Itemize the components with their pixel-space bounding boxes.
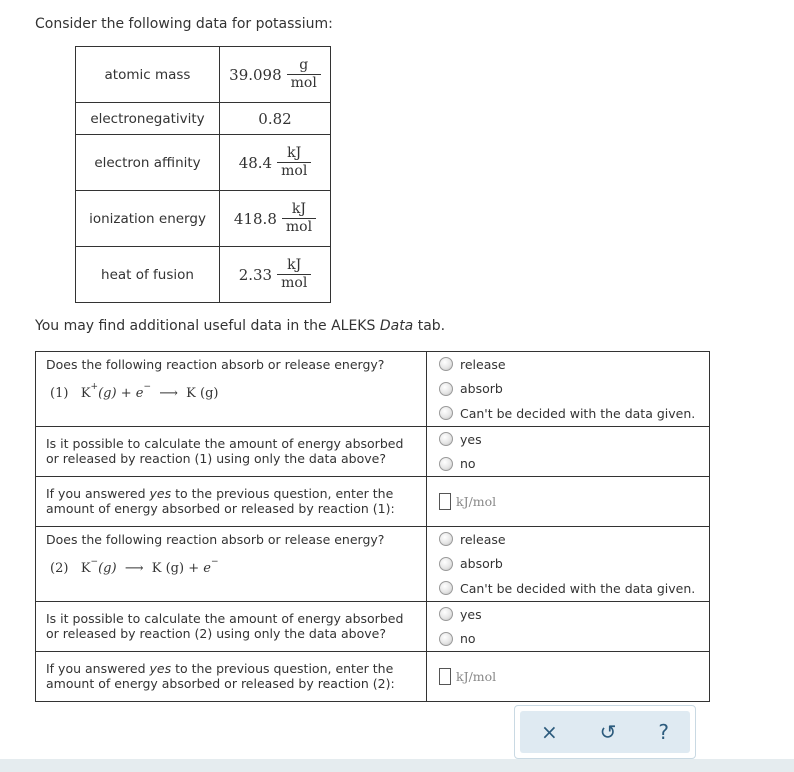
- unit-label: kJ/mol: [456, 668, 497, 684]
- unit-fraction: $\frac{kJ}{\text{mol}}$: [277, 145, 311, 180]
- bottom-bar: [0, 759, 794, 772]
- data-tab-hint: You may find additional useful data in the ALEKS Data tab.: [35, 318, 446, 334]
- radio-button[interactable]: [439, 581, 453, 595]
- question-2-enter: [36, 652, 710, 702]
- question-text: If you answered yes to the previous question, enter the amount of energy absorbed or released by reaction (1):: [36, 477, 427, 527]
- question-2-direction: [36, 527, 710, 602]
- radio-button[interactable]: [439, 382, 453, 396]
- reaction-1: (1) K+(g) + e− ⟶ K (g): [50, 382, 219, 401]
- help-icon[interactable]: ?: [658, 720, 669, 744]
- property-label: electronegativity: [76, 103, 220, 135]
- question-1-direction: [36, 352, 710, 427]
- property-value: 2.33 $\frac{kJ}{\text{mol}}$: [220, 247, 331, 303]
- radio-button[interactable]: [439, 607, 453, 621]
- radio-button[interactable]: [439, 532, 453, 546]
- energy-input-2[interactable]: [439, 668, 451, 685]
- answer-toolbar: [514, 705, 696, 759]
- option-absorb[interactable]: absorb: [439, 552, 709, 577]
- option-no[interactable]: no: [439, 452, 709, 477]
- questions-table: [35, 351, 710, 702]
- property-value: 418.8 $\frac{kJ}{\text{mol}}$: [220, 191, 331, 247]
- question-text: Is it possible to calculate the amount of energy absorbed or released by reaction (2) using only the data above?: [36, 602, 427, 652]
- property-label: atomic mass: [76, 47, 220, 103]
- row-heat-of-fusion: [76, 247, 331, 303]
- row-electron-affinity: [76, 135, 331, 191]
- option-yes[interactable]: yes: [439, 602, 709, 627]
- row-atomic-mass: [76, 47, 331, 103]
- question-text: Is it possible to calculate the amount of energy absorbed or released by reaction (1) using only the data above?: [36, 427, 427, 477]
- row-electronegativity: [76, 103, 331, 135]
- question-2-possible: [36, 602, 710, 652]
- option-no[interactable]: no: [439, 627, 709, 652]
- unit-fraction: $\frac{kJ}{\text{mol}}$: [282, 201, 316, 236]
- unit-fraction: $\frac{g}{\text{mol}}$: [287, 57, 321, 92]
- option-release[interactable]: release: [439, 527, 709, 552]
- row-ionization-energy: [76, 191, 331, 247]
- property-value: 39.098 $\frac{g}{\text{mol}}$: [220, 47, 331, 103]
- property-value: 48.4 $\frac{kJ}{\text{mol}}$: [220, 135, 331, 191]
- radio-button[interactable]: [439, 432, 453, 446]
- close-icon[interactable]: ×: [540, 720, 558, 744]
- question-text: If you answered yes to the previous question, enter the amount of energy absorbed or released by reaction (2):: [36, 652, 427, 702]
- option-cant-decide[interactable]: Can't be decided with the data given.: [439, 401, 709, 426]
- potassium-data-table: [75, 46, 331, 303]
- option-yes[interactable]: yes: [439, 427, 709, 452]
- radio-button[interactable]: [439, 457, 453, 471]
- radio-button[interactable]: [439, 406, 453, 420]
- property-label: heat of fusion: [76, 247, 220, 303]
- unit-fraction: $\frac{kJ}{\text{mol}}$: [277, 257, 311, 292]
- radio-button[interactable]: [439, 357, 453, 371]
- option-cant-decide[interactable]: Can't be decided with the data given.: [439, 576, 709, 601]
- property-value: 0.82: [220, 103, 331, 135]
- option-absorb[interactable]: absorb: [439, 377, 709, 402]
- question-1-possible: [36, 427, 710, 477]
- unit-label: kJ/mol: [456, 493, 497, 509]
- energy-input-1[interactable]: [439, 493, 451, 510]
- intro-text: Consider the following data for potassium:: [35, 16, 333, 32]
- radio-button[interactable]: [439, 557, 453, 571]
- option-release[interactable]: release: [439, 352, 709, 377]
- undo-icon[interactable]: ↺: [599, 720, 617, 744]
- question-text: Does the following reaction absorb or release energy?: [46, 532, 385, 547]
- reaction-2: (2) K−(g) ⟶ K (g) + e−: [50, 557, 219, 576]
- question-1-enter: [36, 477, 710, 527]
- question-text: Does the following reaction absorb or release energy?: [46, 357, 385, 372]
- property-label: electron affinity: [76, 135, 220, 191]
- property-label: ionization energy: [76, 191, 220, 247]
- radio-button[interactable]: [439, 632, 453, 646]
